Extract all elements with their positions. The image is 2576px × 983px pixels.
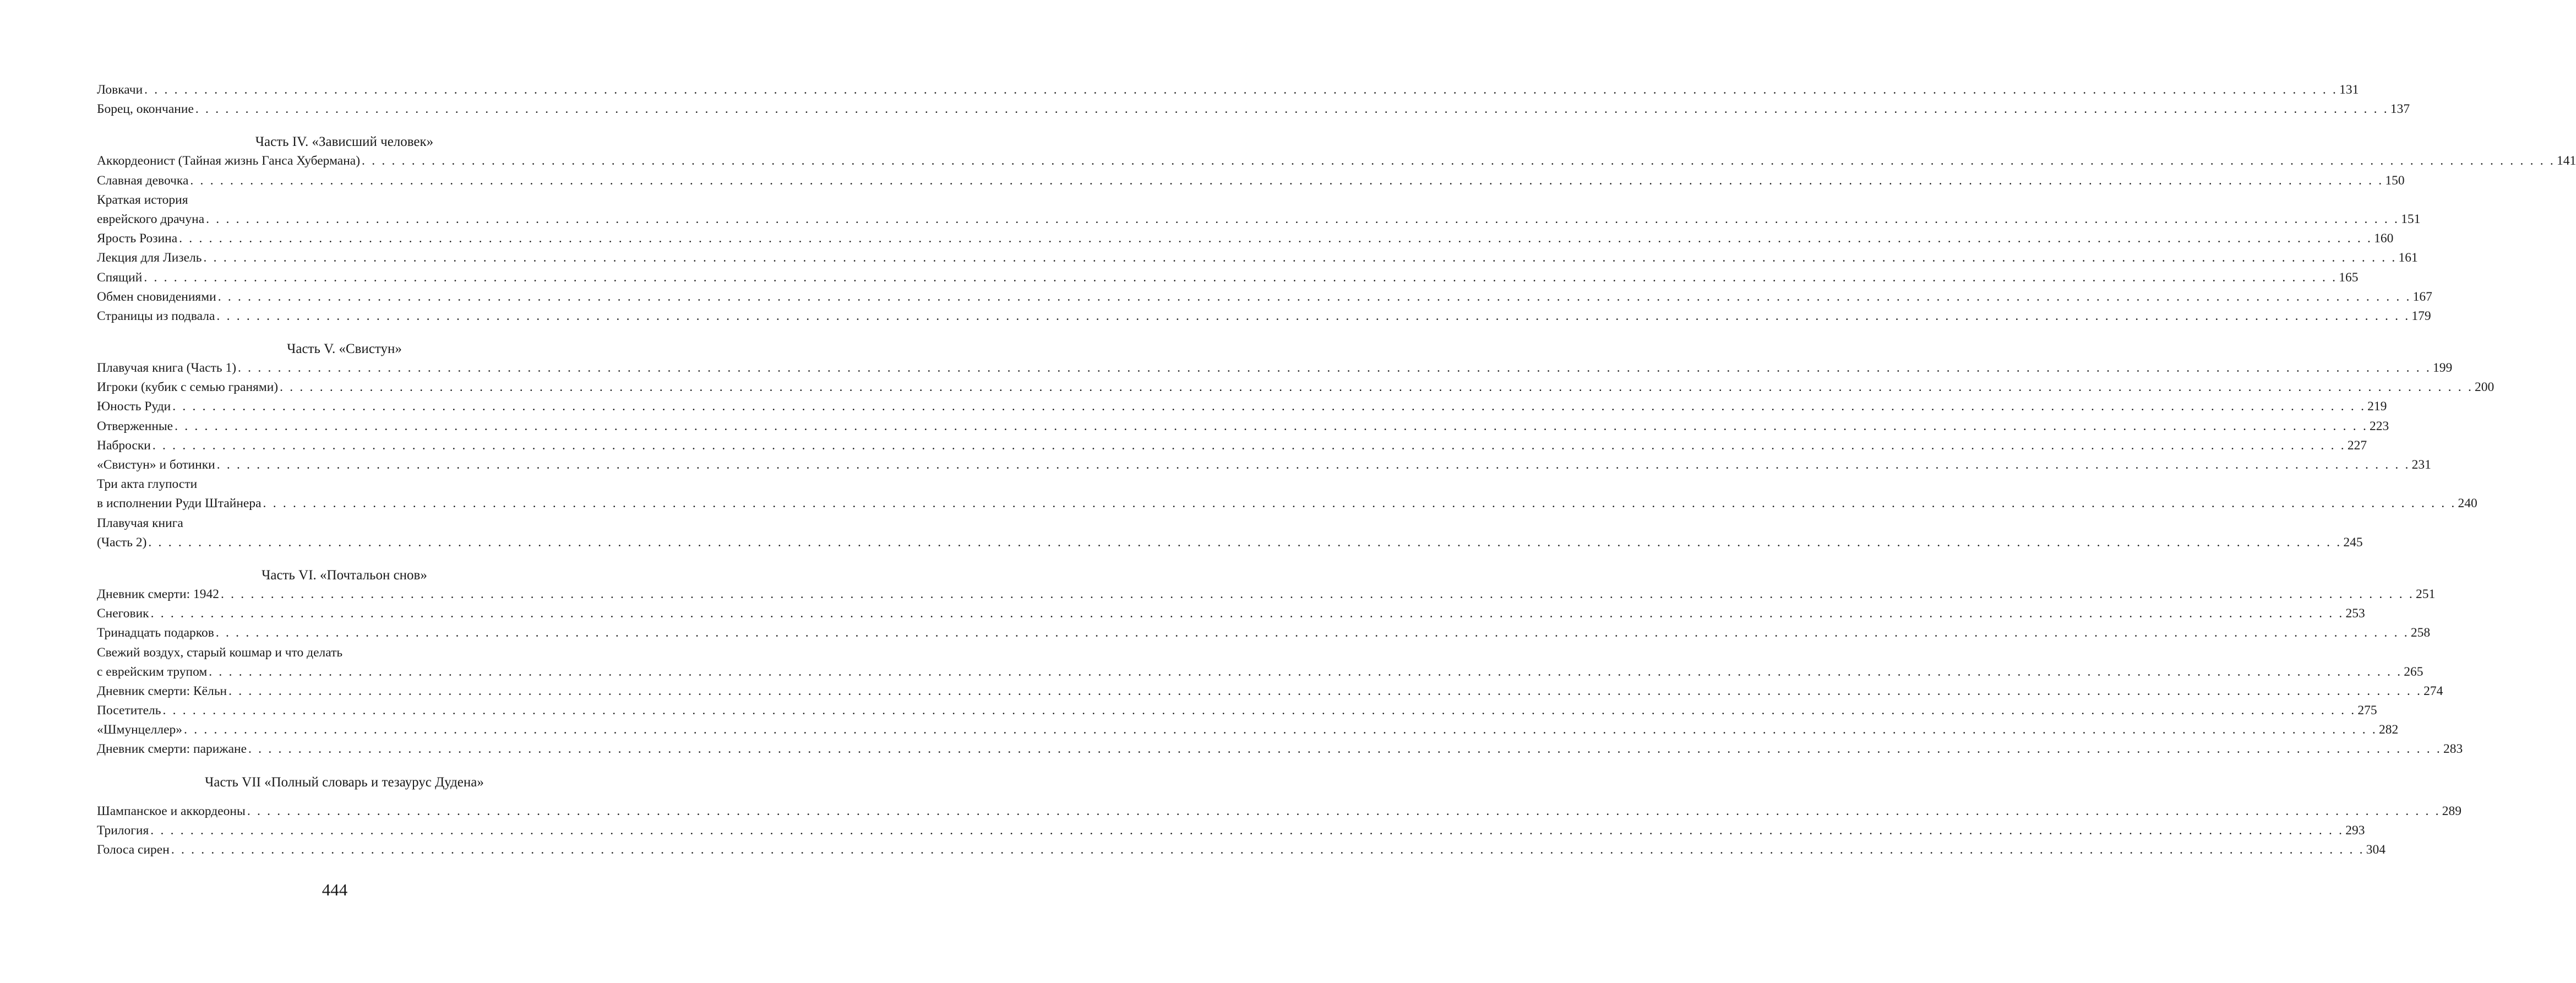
toc-entry-page: 304 [2366, 843, 2386, 857]
toc-entry-title: «Шмунцеллер» [97, 723, 183, 737]
dot-leader: . . . . . . . . . . . . . . . . . . . . . . . . . . . . . . . . . . . . . . . . . . . . . . . . . . . . . . . . . . . . . . . . . . . . . . . . . . . . . . . . . . . . . . . . . . . . . . . . . . . . . . . . . . . . . . . . . . . . . . . . . . . . . . . . . . . . . . . . . . . . . . . . . . . . . . . . . . . . . . . . . . . . . . . . . . . . . . . . . . . . . . . . . . . . . . . . . . . . . . . . . . . . . . . . . . . . . . . . . . . . [280, 380, 2474, 395]
dot-leader: . . . . . . . . . . . . . . . . . . . . . . . . . . . . . . . . . . . . . . . . . . . . . . . . . . . . . . . . . . . . . . . . . . . . . . . . . . . . . . . . . . . . . . . . . . . . . . . . . . . . . . . . . . . . . . . . . . . . . . . . . . . . . . . . . . . . . . . . . . . . . . . . . . . . . . . . . . . . . . . . . . . . . . . . . . . . . . . . . . . . . . . . . . . . . . . . . . . . . . . . . . . . . . . . . . . . . . . . . . . . [152, 438, 2346, 453]
dot-leader: . . . . . . . . . . . . . . . . . . . . . . . . . . . . . . . . . . . . . . . . . . . . . . . . . . . . . . . . . . . . . . . . . . . . . . . . . . . . . . . . . . . . . . . . . . . . . . . . . . . . . . . . . . . . . . . . . . . . . . . . . . . . . . . . . . . . . . . . . . . . . . . . . . . . . . . . . . . . . . . . . . . . . . . . . . . . . . . . . . . . . . . . . . . . . . . . . . . . . . . . . . . . . . . . . . . . . . . . . . . . [184, 723, 2377, 737]
dot-leader: . . . . . . . . . . . . . . . . . . . . . . . . . . . . . . . . . . . . . . . . . . . . . . . . . . . . . . . . . . . . . . . . . . . . . . . . . . . . . . . . . . . . . . . . . . . . . . . . . . . . . . . . . . . . . . . . . . . . . . . . . . . . . . . . . . . . . . . . . . . . . . . . . . . . . . . . . . . . . . . . . . . . . . . . . . . . . . . . . . . . . . . . . . . . . . . . . . . . . . . . . . . . . . . . . . . . . . . . . . . . [175, 419, 2368, 433]
toc-entry-page: 165 [2339, 270, 2359, 285]
toc-entry-title: Ярость Розина [97, 231, 178, 246]
toc-entry-title: Лекция для Лизель [97, 251, 202, 265]
toc-entry-page: 240 [2458, 496, 2477, 511]
toc-entry [97, 436, 2367, 455]
toc-entry-title-line: Краткая история [97, 192, 188, 207]
toc-entry [97, 248, 2418, 268]
toc-entry-page: 231 [2411, 458, 2431, 472]
dot-leader: . . . . . . . . . . . . . . . . . . . . . . . . . . . . . . . . . . . . . . . . . . . . . . . . . . . . . . . . . . . . . . . . . . . . . . . . . . . . . . . . . . . . . . . . . . . . . . . . . . . . . . . . . . . . . . . . . . . . . . . . . . . . . . . . . . . . . . . . . . . . . . . . . . . . . . . . . . . . . . . . . . . . . . . . . . . . . . . . . . . . . . . . . . . . . . . . . . . . . . . . . . . . . . . . . . . . . . . . . . . . [144, 83, 2338, 97]
toc-entry-title: Снеговик [97, 606, 149, 621]
dot-leader: . . . . . . . . . . . . . . . . . . . . . . . . . . . . . . . . . . . . . . . . . . . . . . . . . . . . . . . . . . . . . . . . . . . . . . . . . . . . . . . . . . . . . . . . . . . . . . . . . . . . . . . . . . . . . . . . . . . . . . . . . . . . . . . . . . . . . . . . . . . . . . . . . . . . . . . . . . . . . . . . . . . . . . . . . . . . . . . . . . . . . . . . . . . . . . . . . . . . . . . . . . . . . . . . . . . . . . . . . . . . [362, 154, 2555, 169]
toc-entry [97, 151, 2576, 171]
toc-entry [97, 359, 2453, 378]
toc-entry-page: 151 [2401, 211, 2421, 226]
toc-entry-page: 245 [2343, 535, 2363, 550]
toc-entry-page: 282 [2378, 723, 2399, 737]
toc-entry-title: Тринадцать подарков [97, 626, 214, 640]
toc-entry-page: 167 [2412, 289, 2432, 304]
toc-entry-page: 293 [2345, 823, 2365, 838]
toc-entry-title: Трилогия [97, 823, 149, 838]
table-of-contents [97, 80, 2576, 860]
toc-entry-page: 137 [2390, 102, 2410, 117]
toc-entry-title: Славная девочка [97, 173, 189, 188]
toc-entry [97, 533, 2363, 552]
toc-entry-page: 274 [2423, 683, 2443, 698]
toc-entry [97, 307, 2431, 326]
toc-entry [97, 821, 2365, 840]
toc-entry-page: 275 [2357, 703, 2377, 718]
toc-entry-title: Шампанское и аккордеоны [97, 803, 246, 818]
toc-entry-page: 161 [2398, 251, 2418, 265]
toc-entry-title: (Часть 2) [97, 535, 147, 550]
toc-entry [97, 171, 2405, 191]
toc-entry [97, 662, 2423, 682]
toc-entry-page: 283 [2443, 742, 2463, 757]
section-heading: Часть VI. «Почтальон снов» [262, 567, 427, 583]
toc-entry-page: 179 [2411, 308, 2431, 323]
toc-entry-page: 265 [2404, 664, 2423, 679]
section-heading: Часть V. «Свистун» [287, 341, 402, 357]
toc-entry [97, 378, 2495, 397]
toc-entry-title: Плавучая книга (Часть 1) [97, 361, 237, 376]
toc-entry-title: Борец, окончание [97, 102, 194, 117]
toc-entry-title: Посетитель [97, 703, 161, 718]
dot-leader: . . . . . . . . . . . . . . . . . . . . . . . . . . . . . . . . . . . . . . . . . . . . . . . . . . . . . . . . . . . . . . . . . . . . . . . . . . . . . . . . . . . . . . . . . . . . . . . . . . . . . . . . . . . . . . . . . . . . . . . . . . . . . . . . . . . . . . . . . . . . . . . . . . . . . . . . . . . . . . . . . . . . . . . . . . . . . . . . . . . . . . . . . . . . . . . . . . . . . . . . . . . . . . . . . . . . . . . . . . . . [144, 270, 2338, 285]
toc-entry-title: Страницы из подвала [97, 308, 215, 323]
page-number: 444 [322, 880, 348, 899]
toc-entry [97, 229, 2394, 248]
dot-leader: . . . . . . . . . . . . . . . . . . . . . . . . . . . . . . . . . . . . . . . . . . . . . . . . . . . . . . . . . . . . . . . . . . . . . . . . . . . . . . . . . . . . . . . . . . . . . . . . . . . . . . . . . . . . . . . . . . . . . . . . . . . . . . . . . . . . . . . . . . . . . . . . . . . . . . . . . . . . . . . . . . . . . . . . . . . . . . . . . . . . . . . . . . . . . . . . . . . . . . . . . . . . . . . . . . . . . . . . . . . . [195, 102, 2389, 117]
dot-leader: . . . . . . . . . . . . . . . . . . . . . . . . . . . . . . . . . . . . . . . . . . . . . . . . . . . . . . . . . . . . . . . . . . . . . . . . . . . . . . . . . . . . . . . . . . . . . . . . . . . . . . . . . . . . . . . . . . . . . . . . . . . . . . . . . . . . . . . . . . . . . . . . . . . . . . . . . . . . . . . . . . . . . . . . . . . . . . . . . . . . . . . . . . . . . . . . . . . . . . . . . . . . . . . . . . . . . . . . . . . . [238, 361, 2431, 376]
dot-leader: . . . . . . . . . . . . . . . . . . . . . . . . . . . . . . . . . . . . . . . . . . . . . . . . . . . . . . . . . . . . . . . . . . . . . . . . . . . . . . . . . . . . . . . . . . . . . . . . . . . . . . . . . . . . . . . . . . . . . . . . . . . . . . . . . . . . . . . . . . . . . . . . . . . . . . . . . . . . . . . . . . . . . . . . . . . . . . . . . . . . . . . . . . . . . . . . . . . . . . . . . . . . . . . . . . . . . . . . . . . . [263, 496, 2457, 511]
toc-entry [97, 80, 2359, 100]
toc-entry-title: в исполнении Руди Штайнера [97, 496, 262, 511]
toc-entry-title: Дневник смерти: Кёльн [97, 683, 227, 698]
dot-leader: . . . . . . . . . . . . . . . . . . . . . . . . . . . . . . . . . . . . . . . . . . . . . . . . . . . . . . . . . . . . . . . . . . . . . . . . . . . . . . . . . . . . . . . . . . . . . . . . . . . . . . . . . . . . . . . . . . . . . . . . . . . . . . . . . . . . . . . . . . . . . . . . . . . . . . . . . . . . . . . . . . . . . . . . . . . . . . . . . . . . . . . . . . . . . . . . . . . . . . . . . . . . . . . . . . . . . . . . . . . . [247, 803, 2441, 818]
toc-entry [97, 840, 2386, 860]
toc-entry-page: 227 [2347, 438, 2367, 453]
toc-entry-title: с еврейским трупом [97, 664, 208, 679]
toc-entry-title: Отверженные [97, 419, 173, 433]
toc-entry [97, 701, 2377, 720]
toc-entry-title: Наброски [97, 438, 151, 453]
dot-leader: . . . . . . . . . . . . . . . . . . . . . . . . . . . . . . . . . . . . . . . . . . . . . . . . . . . . . . . . . . . . . . . . . . . . . . . . . . . . . . . . . . . . . . . . . . . . . . . . . . . . . . . . . . . . . . . . . . . . . . . . . . . . . . . . . . . . . . . . . . . . . . . . . . . . . . . . . . . . . . . . . . . . . . . . . . . . . . . . . . . . . . . . . . . . . . . . . . . . . . . . . . . . . . . . . . . . . . . . . . . . [172, 399, 2366, 414]
dot-leader: . . . . . . . . . . . . . . . . . . . . . . . . . . . . . . . . . . . . . . . . . . . . . . . . . . . . . . . . . . . . . . . . . . . . . . . . . . . . . . . . . . . . . . . . . . . . . . . . . . . . . . . . . . . . . . . . . . . . . . . . . . . . . . . . . . . . . . . . . . . . . . . . . . . . . . . . . . . . . . . . . . . . . . . . . . . . . . . . . . . . . . . . . . . . . . . . . . . . . . . . . . . . . . . . . . . . . . . . . . . . [190, 173, 2384, 188]
dot-leader: . . . . . . . . . . . . . . . . . . . . . . . . . . . . . . . . . . . . . . . . . . . . . . . . . . . . . . . . . . . . . . . . . . . . . . . . . . . . . . . . . . . . . . . . . . . . . . . . . . . . . . . . . . . . . . . . . . . . . . . . . . . . . . . . . . . . . . . . . . . . . . . . . . . . . . . . . . . . . . . . . . . . . . . . . . . . . . . . . . . . . . . . . . . . . . . . . . . . . . . . . . . . . . . . . . . . . . . . . . . . [248, 742, 2442, 757]
toc-entry [97, 623, 2431, 643]
toc-entry [97, 287, 2432, 307]
toc-entry-title: еврейского драчуна [97, 211, 205, 226]
toc-entry-page: 200 [2475, 380, 2495, 395]
toc-entry-page: 131 [2339, 83, 2359, 97]
toc-entry-page: 199 [2432, 361, 2453, 376]
section-heading: Часть IV. «Зависший человек» [255, 134, 434, 150]
dot-leader: . . . . . . . . . . . . . . . . . . . . . . . . . . . . . . . . . . . . . . . . . . . . . . . . . . . . . . . . . . . . . . . . . . . . . . . . . . . . . . . . . . . . . . . . . . . . . . . . . . . . . . . . . . . . . . . . . . . . . . . . . . . . . . . . . . . . . . . . . . . . . . . . . . . . . . . . . . . . . . . . . . . . . . . . . . . . . . . . . . . . . . . . . . . . . . . . . . . . . . . . . . . . . . . . . . . . . . . . . . . . [206, 211, 2400, 226]
dot-leader: . . . . . . . . . . . . . . . . . . . . . . . . . . . . . . . . . . . . . . . . . . . . . . . . . . . . . . . . . . . . . . . . . . . . . . . . . . . . . . . . . . . . . . . . . . . . . . . . . . . . . . . . . . . . . . . . . . . . . . . . . . . . . . . . . . . . . . . . . . . . . . . . . . . . . . . . . . . . . . . . . . . . . . . . . . . . . . . . . . . . . . . . . . . . . . . . . . . . . . . . . . . . . . . . . . . . . . . . . . . . [148, 535, 2342, 550]
toc-entry-title: Спящий [97, 270, 143, 285]
toc-entry [97, 417, 2389, 436]
dot-leader: . . . . . . . . . . . . . . . . . . . . . . . . . . . . . . . . . . . . . . . . . . . . . . . . . . . . . . . . . . . . . . . . . . . . . . . . . . . . . . . . . . . . . . . . . . . . . . . . . . . . . . . . . . . . . . . . . . . . . . . . . . . . . . . . . . . . . . . . . . . . . . . . . . . . . . . . . . . . . . . . . . . . . . . . . . . . . . . . . . . . . . . . . . . . . . . . . . . . . . . . . . . . . . . . . . . . . . . . . . . . [216, 458, 2410, 472]
toc-entry [97, 585, 2436, 604]
toc-entry-page: 258 [2410, 626, 2431, 640]
toc-entry [97, 740, 2463, 759]
toc-entry [97, 720, 2399, 740]
toc-entry [97, 494, 2477, 513]
toc-entry-page: 160 [2374, 231, 2394, 246]
toc-entry [97, 802, 2461, 821]
toc-entry-page: 253 [2345, 606, 2365, 621]
dot-leader: . . . . . . . . . . . . . . . . . . . . . . . . . . . . . . . . . . . . . . . . . . . . . . . . . . . . . . . . . . . . . . . . . . . . . . . . . . . . . . . . . . . . . . . . . . . . . . . . . . . . . . . . . . . . . . . . . . . . . . . . . . . . . . . . . . . . . . . . . . . . . . . . . . . . . . . . . . . . . . . . . . . . . . . . . . . . . . . . . . . . . . . . . . . . . . . . . . . . . . . . . . . . . . . . . . . . . . . . . . . . [162, 703, 2356, 718]
dot-leader: . . . . . . . . . . . . . . . . . . . . . . . . . . . . . . . . . . . . . . . . . . . . . . . . . . . . . . . . . . . . . . . . . . . . . . . . . . . . . . . . . . . . . . . . . . . . . . . . . . . . . . . . . . . . . . . . . . . . . . . . . . . . . . . . . . . . . . . . . . . . . . . . . . . . . . . . . . . . . . . . . . . . . . . . . . . . . . . . . . . . . . . . . . . . . . . . . . . . . . . . . . . . . . . . . . . . . . . . . . . . [171, 843, 2365, 857]
toc-entry-title: «Свистун» и ботинки [97, 458, 215, 472]
toc-entry-title: Игроки (кубик с семью гранями) [97, 380, 279, 395]
toc-entry-title: Голоса сирен [97, 843, 170, 857]
toc-entry [97, 455, 2431, 475]
toc-entry [97, 682, 2443, 701]
dot-leader: . . . . . . . . . . . . . . . . . . . . . . . . . . . . . . . . . . . . . . . . . . . . . . . . . . . . . . . . . . . . . . . . . . . . . . . . . . . . . . . . . . . . . . . . . . . . . . . . . . . . . . . . . . . . . . . . . . . . . . . . . . . . . . . . . . . . . . . . . . . . . . . . . . . . . . . . . . . . . . . . . . . . . . . . . . . . . . . . . . . . . . . . . . . . . . . . . . . . . . . . . . . . . . . . . . . . . . . . . . . . [217, 289, 2411, 304]
toc-entry-title: Обмен сновидениями [97, 289, 216, 304]
toc-entry-title: Ловкачи [97, 83, 143, 97]
dot-leader: . . . . . . . . . . . . . . . . . . . . . . . . . . . . . . . . . . . . . . . . . . . . . . . . . . . . . . . . . . . . . . . . . . . . . . . . . . . . . . . . . . . . . . . . . . . . . . . . . . . . . . . . . . . . . . . . . . . . . . . . . . . . . . . . . . . . . . . . . . . . . . . . . . . . . . . . . . . . . . . . . . . . . . . . . . . . . . . . . . . . . . . . . . . . . . . . . . . . . . . . . . . . . . . . . . . . . . . . . . . . [228, 683, 2422, 698]
toc-entry-title: Дневник смерти: 1942 [97, 586, 219, 601]
dot-leader: . . . . . . . . . . . . . . . . . . . . . . . . . . . . . . . . . . . . . . . . . . . . . . . . . . . . . . . . . . . . . . . . . . . . . . . . . . . . . . . . . . . . . . . . . . . . . . . . . . . . . . . . . . . . . . . . . . . . . . . . . . . . . . . . . . . . . . . . . . . . . . . . . . . . . . . . . . . . . . . . . . . . . . . . . . . . . . . . . . . . . . . . . . . . . . . . . . . . . . . . . . . . . . . . . . . . . . . . . . . . [209, 664, 2403, 679]
section-heading: Часть VII «Полный словарь и тезаурус Дудена» [205, 774, 484, 790]
toc-entry [97, 397, 2387, 416]
toc-entry-page: 219 [2367, 399, 2387, 414]
dot-leader: . . . . . . . . . . . . . . . . . . . . . . . . . . . . . . . . . . . . . . . . . . . . . . . . . . . . . . . . . . . . . . . . . . . . . . . . . . . . . . . . . . . . . . . . . . . . . . . . . . . . . . . . . . . . . . . . . . . . . . . . . . . . . . . . . . . . . . . . . . . . . . . . . . . . . . . . . . . . . . . . . . . . . . . . . . . . . . . . . . . . . . . . . . . . . . . . . . . . . . . . . . . . . . . . . . . . . . . . . . . . [150, 823, 2344, 838]
toc-entry-title: Дневник смерти: парижане [97, 742, 247, 757]
toc-entry [97, 100, 2410, 119]
toc-entry-title: Аккордеонист (Тайная жизнь Ганса Хубермана) [97, 154, 361, 169]
toc-entry [97, 268, 2359, 287]
toc-entry-page: 150 [2385, 173, 2405, 188]
dot-leader: . . . . . . . . . . . . . . . . . . . . . . . . . . . . . . . . . . . . . . . . . . . . . . . . . . . . . . . . . . . . . . . . . . . . . . . . . . . . . . . . . . . . . . . . . . . . . . . . . . . . . . . . . . . . . . . . . . . . . . . . . . . . . . . . . . . . . . . . . . . . . . . . . . . . . . . . . . . . . . . . . . . . . . . . . . . . . . . . . . . . . . . . . . . . . . . . . . . . . . . . . . . . . . . . . . . . . . . . . . . . [216, 308, 2410, 323]
dot-leader: . . . . . . . . . . . . . . . . . . . . . . . . . . . . . . . . . . . . . . . . . . . . . . . . . . . . . . . . . . . . . . . . . . . . . . . . . . . . . . . . . . . . . . . . . . . . . . . . . . . . . . . . . . . . . . . . . . . . . . . . . . . . . . . . . . . . . . . . . . . . . . . . . . . . . . . . . . . . . . . . . . . . . . . . . . . . . . . . . . . . . . . . . . . . . . . . . . . . . . . . . . . . . . . . . . . . . . . . . . . . [150, 606, 2344, 621]
toc-entry-page: 141 [2556, 154, 2576, 169]
toc-entry-title-line: Плавучая книга [97, 515, 183, 530]
toc-entry-title: Юность Руди [97, 399, 171, 414]
toc-entry [97, 210, 2421, 229]
toc-entry [97, 604, 2365, 623]
dot-leader: . . . . . . . . . . . . . . . . . . . . . . . . . . . . . . . . . . . . . . . . . . . . . . . . . . . . . . . . . . . . . . . . . . . . . . . . . . . . . . . . . . . . . . . . . . . . . . . . . . . . . . . . . . . . . . . . . . . . . . . . . . . . . . . . . . . . . . . . . . . . . . . . . . . . . . . . . . . . . . . . . . . . . . . . . . . . . . . . . . . . . . . . . . . . . . . . . . . . . . . . . . . . . . . . . . . . . . . . . . . . [215, 626, 2409, 640]
toc-entry-page: 223 [2370, 419, 2389, 433]
toc-entry-title-line: Три акта глупости [97, 477, 198, 492]
toc-entry-page: 289 [2442, 803, 2461, 818]
toc-entry-page: 251 [2415, 586, 2436, 601]
dot-leader: . . . . . . . . . . . . . . . . . . . . . . . . . . . . . . . . . . . . . . . . . . . . . . . . . . . . . . . . . . . . . . . . . . . . . . . . . . . . . . . . . . . . . . . . . . . . . . . . . . . . . . . . . . . . . . . . . . . . . . . . . . . . . . . . . . . . . . . . . . . . . . . . . . . . . . . . . . . . . . . . . . . . . . . . . . . . . . . . . . . . . . . . . . . . . . . . . . . . . . . . . . . . . . . . . . . . . . . . . . . . [221, 586, 2414, 601]
dot-leader: . . . . . . . . . . . . . . . . . . . . . . . . . . . . . . . . . . . . . . . . . . . . . . . . . . . . . . . . . . . . . . . . . . . . . . . . . . . . . . . . . . . . . . . . . . . . . . . . . . . . . . . . . . . . . . . . . . . . . . . . . . . . . . . . . . . . . . . . . . . . . . . . . . . . . . . . . . . . . . . . . . . . . . . . . . . . . . . . . . . . . . . . . . . . . . . . . . . . . . . . . . . . . . . . . . . . . . . . . . . . [179, 231, 2373, 246]
dot-leader: . . . . . . . . . . . . . . . . . . . . . . . . . . . . . . . . . . . . . . . . . . . . . . . . . . . . . . . . . . . . . . . . . . . . . . . . . . . . . . . . . . . . . . . . . . . . . . . . . . . . . . . . . . . . . . . . . . . . . . . . . . . . . . . . . . . . . . . . . . . . . . . . . . . . . . . . . . . . . . . . . . . . . . . . . . . . . . . . . . . . . . . . . . . . . . . . . . . . . . . . . . . . . . . . . . . . . . . . . . . . [203, 251, 2397, 265]
toc-entry-title-line: Свежий воздух, старый кошмар и что делать [97, 645, 343, 660]
